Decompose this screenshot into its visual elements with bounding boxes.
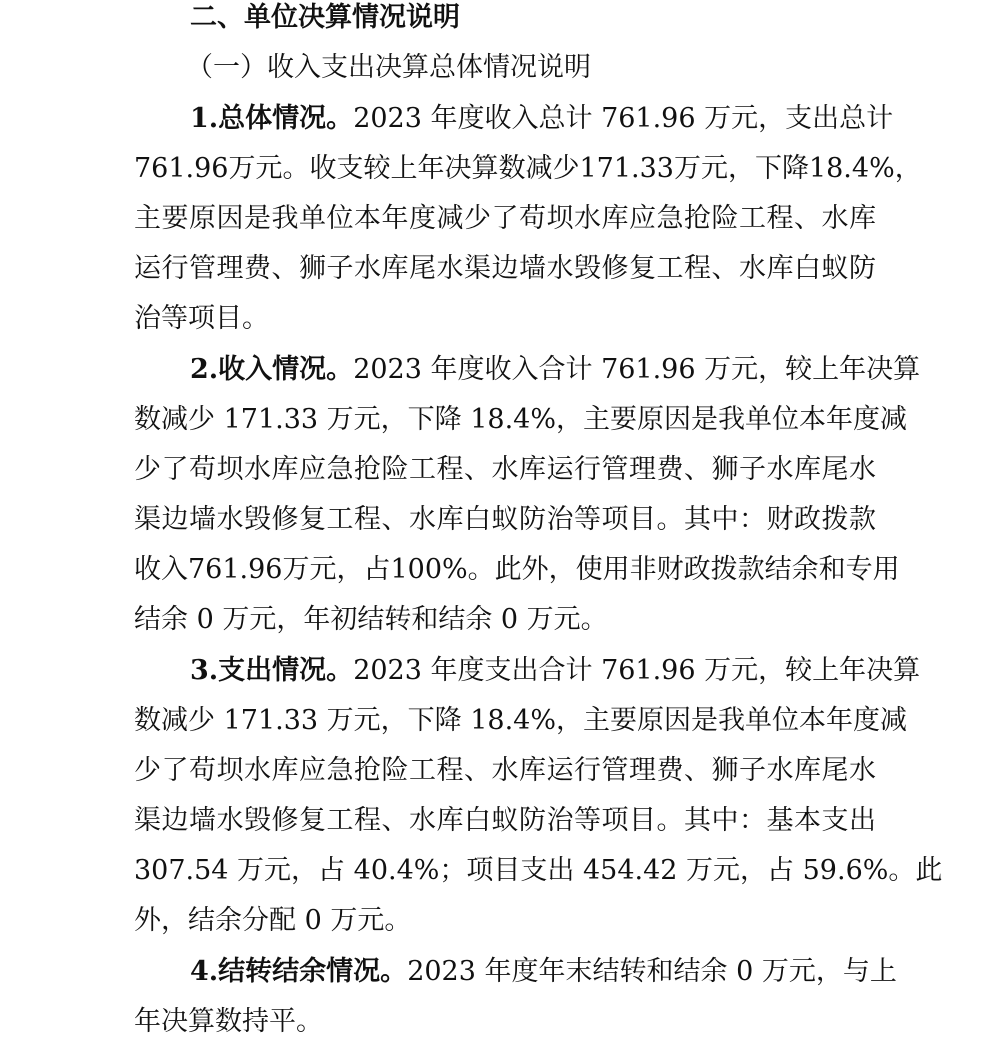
paragraph-4-line-1-text: 2023 年度年末结转和结余 0 万元，与上	[407, 956, 897, 987]
subsection-title: （一）收入支出决算总体情况说明	[186, 52, 591, 83]
paragraph-4-line-1	[190, 947, 897, 997]
paragraph-1-line-1-text: 2023 年度收入总计 761.96 万元，支出总计	[353, 103, 894, 134]
paragraph-3-line-4: 渠边墙水毁修复工程、水库白蚁防治等项目。其中：基本支出	[134, 805, 876, 836]
paragraph-3-line-2: 数减少 171.33 万元，下降 18.4%，主要原因是我单位本年度减	[134, 705, 907, 736]
paragraph-1-line-1	[190, 94, 894, 144]
paragraph-2-line-2: 数减少 171.33 万元，下降 18.4%，主要原因是我单位本年度减	[134, 404, 907, 435]
paragraph-4-line-2: 年决算数持平。	[134, 1006, 323, 1037]
paragraph-3-line-6: 外，结余分配 0 万元。	[134, 905, 412, 936]
paragraph-1-line-2: 761.96万元。收支较上年决算数减少171.33万元，下降18.4%，	[134, 153, 922, 184]
paragraph-2-lead: 2.收入情况。	[190, 354, 354, 385]
paragraph-2-line-6: 结余 0 万元，年初结转和结余 0 万元。	[134, 604, 608, 635]
paragraph-1-line-3: 主要原因是我单位本年度减少了苟坝水库应急抢险工程、水库	[134, 203, 876, 234]
paragraph-2-line-1-text: 2023 年度收入合计 761.96 万元，较上年决算	[353, 354, 921, 385]
paragraph-1-lead: 1.总体情况。	[190, 103, 354, 134]
paragraph-2-line-5: 收入761.96万元，占100%。此外，使用非财政拨款结余和专用	[134, 554, 900, 585]
paragraph-1-line-4: 运行管理费、狮子水库尾水渠边墙水毁修复工程、水库白蚁防	[134, 253, 876, 284]
paragraph-4-lead: 4.结转结余情况。	[190, 956, 408, 987]
paragraph-3-lead: 3.支出情况。	[190, 655, 354, 686]
paragraph-2-line-1	[190, 345, 921, 395]
paragraph-1-line-5: 治等项目。	[134, 303, 269, 334]
paragraph-2-line-3: 少了苟坝水库应急抢险工程、水库运行管理费、狮子水库尾水	[134, 454, 876, 485]
paragraph-3-line-1	[190, 646, 921, 696]
paragraph-2-line-4: 渠边墙水毁修复工程、水库白蚁防治等项目。其中：财政拨款	[134, 504, 876, 535]
paragraph-3-line-3: 少了苟坝水库应急抢险工程、水库运行管理费、狮子水库尾水	[134, 755, 876, 786]
section-title: 二、单位决算情况说明	[190, 2, 460, 33]
paragraph-3-line-1-text: 2023 年度支出合计 761.96 万元，较上年决算	[353, 655, 921, 686]
paragraph-3-line-5: 307.54 万元，占 40.4%；项目支出 454.42 万元，占 59.6%。此	[134, 855, 943, 886]
